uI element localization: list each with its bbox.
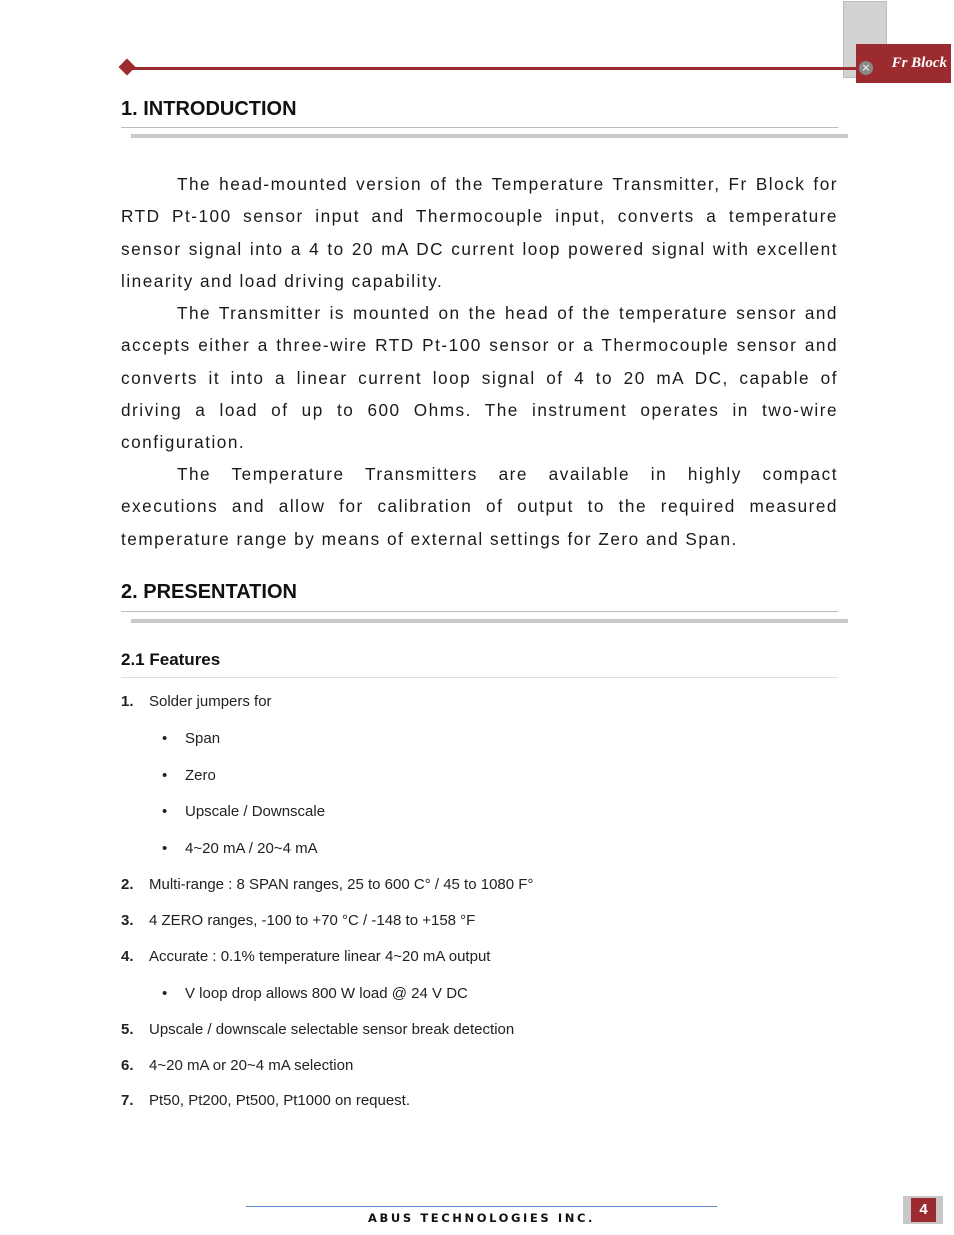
subheading-features: 2.1 Features [121, 650, 221, 669]
sub-list-item: Upscale / Downscale [185, 803, 326, 820]
header-rule [128, 67, 858, 70]
list-item-number: 3. [121, 912, 134, 929]
intro-paragraph: The Transmitter is mounted on the head of the temperature sensor and accepts either a three-wire RTD Pt-100 sensor or a Thermocouple sensor and converts it into a linear current loop signal of 4 to 20 mA DC, capable of driving a load of up to 600 Ohms. The instrument operates in two-wire configuration. [121, 303, 838, 453]
heading-rule-thick [131, 619, 848, 623]
list-item: Upscale / downscale selectable sensor break detection [149, 1021, 515, 1038]
section-heading-introduction: 1. INTRODUCTION [121, 98, 297, 120]
list-item-number: 7. [121, 1092, 134, 1109]
bullet-icon: • [162, 803, 168, 820]
intro-paragraph: The Temperature Transmitters are available in highly compact executions and allow for calibration of output to the required measured temperature range by means of external settings for Zero and Span. [121, 464, 838, 549]
intro-paragraph: The head-mounted version of the Temperature Transmitter, Fr Block for RTD Pt-100 sensor input and Thermocouple input, converts a temperature sensor signal into a 4 to 20 mA DC current loop powered signal with excellent linearity and load driving capability. [121, 174, 838, 291]
list-item: Solder jumpers for [149, 693, 272, 710]
x-circle-icon: × [859, 61, 873, 75]
list-item: 4 ZERO ranges, -100 to +70 °C / -148 to +158 °F [149, 912, 476, 929]
list-item: 4~20 mA or 20~4 mA selection [149, 1057, 354, 1074]
footer-rule [246, 1206, 717, 1207]
bullet-icon: • [162, 767, 168, 784]
list-item-number: 2. [121, 876, 134, 893]
list-item: Multi-range : 8 SPAN ranges, 25 to 600 C° / 45 to 1080 F° [149, 876, 534, 893]
list-item-number: 1. [121, 693, 134, 710]
subheading-rule [121, 677, 838, 678]
sub-list-item: Span [185, 730, 221, 747]
sub-list-item: V loop drop allows 800 W load @ 24 V DC [185, 985, 468, 1002]
page-number: 4 [911, 1198, 936, 1222]
list-item: Pt50, Pt200, Pt500, Pt1000 on request. [149, 1092, 411, 1109]
sub-list-item: 4~20 mA / 20~4 mA [185, 840, 318, 857]
bullet-icon: • [162, 840, 168, 857]
heading-rule-thin [121, 127, 838, 128]
list-item: Accurate : 0.1% temperature linear 4~20 mA output [149, 948, 491, 965]
section-heading-presentation: 2. PRESENTATION [121, 581, 297, 603]
sub-list-item: Zero [185, 767, 216, 784]
header-diamond [119, 59, 136, 76]
list-item-number: 6. [121, 1057, 134, 1074]
header-product-tab: Fr Block [856, 44, 951, 83]
bullet-icon: • [162, 730, 168, 747]
list-item-number: 4. [121, 948, 134, 965]
heading-rule-thin [121, 611, 838, 612]
bullet-icon: • [162, 985, 168, 1002]
footer-company-name: ABUS TECHNOLOGIES INC. [368, 1211, 595, 1225]
list-item-number: 5. [121, 1021, 134, 1038]
heading-rule-thick [131, 134, 848, 138]
